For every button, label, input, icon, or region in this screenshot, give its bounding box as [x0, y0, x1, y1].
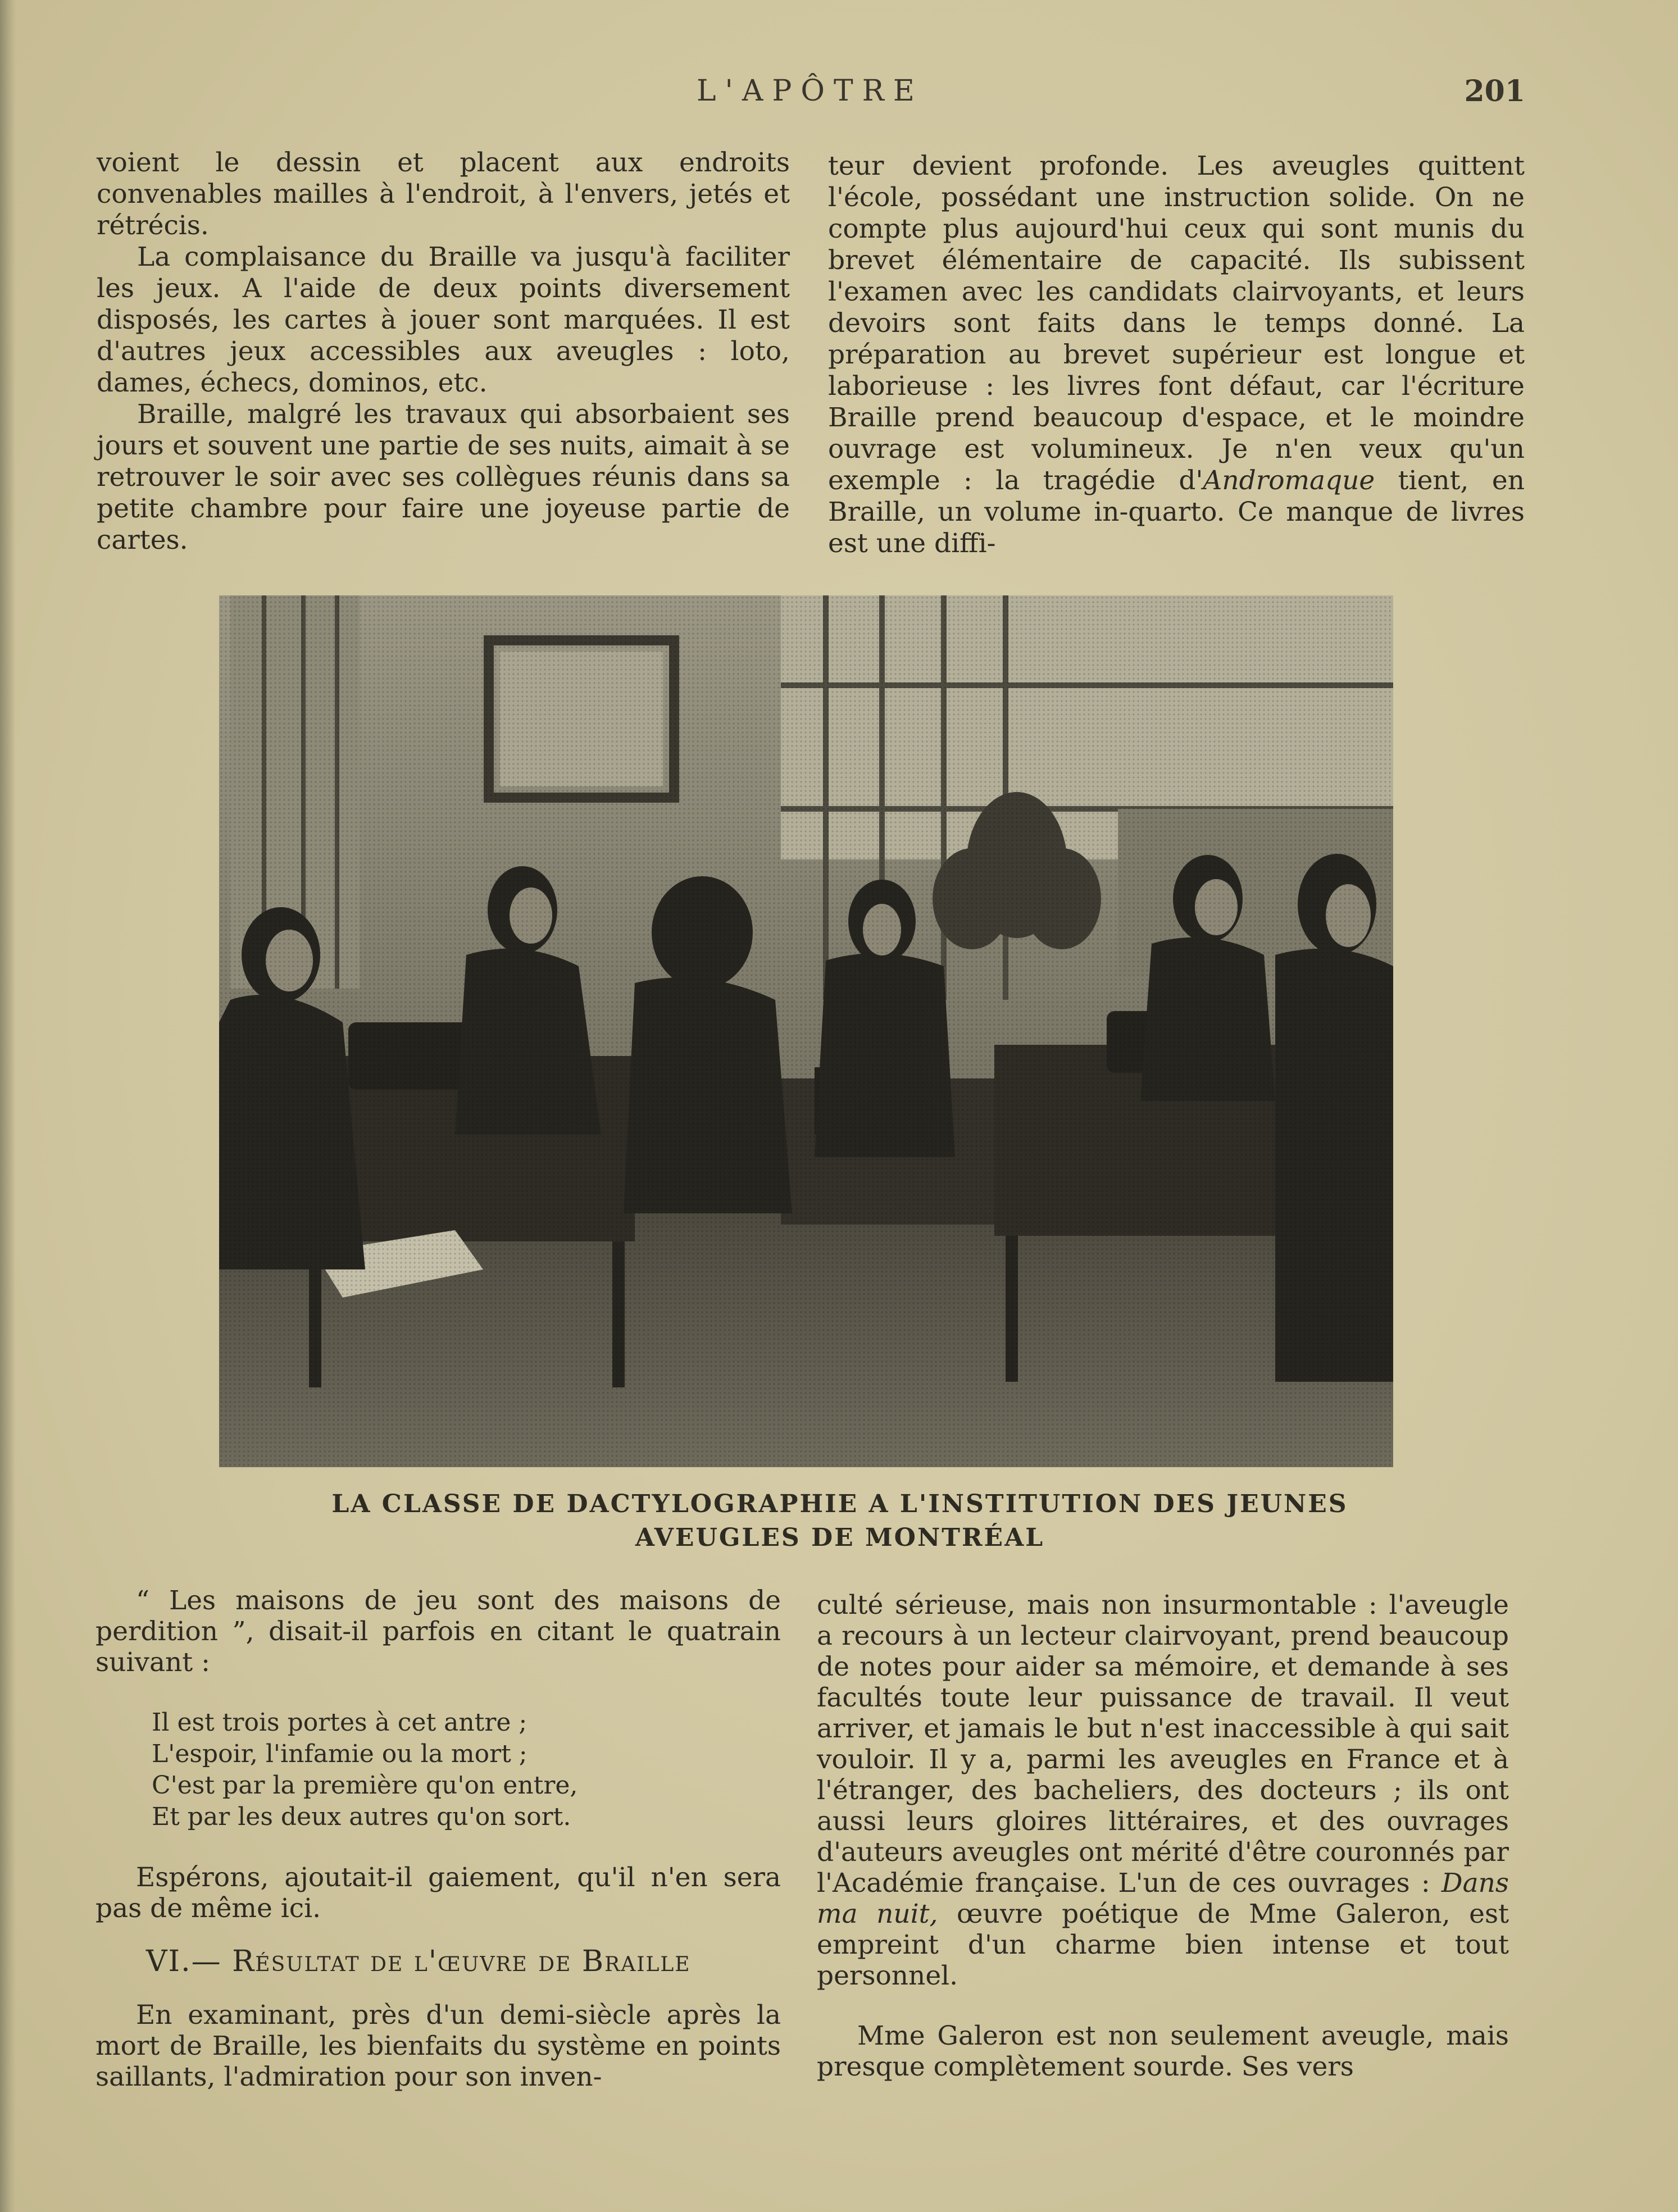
quatrain — [152, 1707, 781, 1833]
section-title: Résultat de l'œuvre de Braille — [232, 1945, 691, 1978]
section-number: VI.— — [146, 1945, 222, 1978]
poem-line: Il est trois portes à cet antre ; — [152, 1708, 527, 1737]
classroom-photograph — [219, 595, 1393, 1467]
top-left-column — [97, 147, 790, 556]
section-heading — [146, 1946, 781, 1977]
page-binding-edge — [0, 0, 16, 2212]
paragraph-text: œuvre poétique de Mme Galeron, est empreint d'un charme bien intense et tout personnel. — [817, 1899, 1509, 1991]
paragraph: voient le dessin et placent aux endroits convenables mailles à l'endroit, à l'envers, jetés et rétrécis. — [97, 147, 790, 241]
poem-line: C'est par la première qu'on entre, — [152, 1771, 578, 1800]
photo-caption — [219, 1487, 1461, 1555]
page-number: 201 — [1464, 74, 1525, 108]
bottom-left-column — [96, 1585, 781, 2092]
paragraph: En examinant, près d'un demi-siècle après la mort de Braille, les bienfaits du système en points saillants, l'admiration pour son inven- — [96, 2000, 781, 2092]
poem-line: L'espoir, l'infamie ou la mort ; — [152, 1740, 527, 1768]
paragraph-gap — [817, 1991, 1509, 2020]
paragraph: “ Les maisons de jeu sont des maisons de perdition ”, disait-il parfois en citant le quatrain suivant : — [96, 1585, 781, 1678]
caption-line: LA CLASSE DE DACTYLOGRAPHIE A L'INSTITUTION DES JEUNES — [331, 1490, 1348, 1518]
paragraph-text: teur devient profonde. Les aveugles quittent l'école, possédant une instruction solide. On ne compte plus aujourd'hui ceux qui sont munis du brevet élémentaire de capacité. Ils subissent l'examen avec les candidats clairvoyants, et leurs devoirs sont faits dans le temps donné. La préparation au brevet supérieur est longue et laborieuse : les livres font défaut, car l'écriture Braille prend beaucoup d'espace, et le moindre ouvrage est volumineux. Je n'en veux qu'un exemple : la tragédie d' — [828, 151, 1525, 496]
paragraph: Braille, malgré les travaux qui absorbaient ses jours et souvent une partie de ses nuits, aimait à se retrouver le soir avec ses collègues réunis dans sa petite chambre pour faire une joyeuse partie de cartes. — [97, 399, 790, 556]
poem-line: Et par les deux autres qu'on sort. — [152, 1803, 571, 1831]
bottom-right-column — [817, 1590, 1509, 2082]
paragraph-text: tient, en Braille, un volume in-quarto. Ce manque de livres est une diffi- — [828, 465, 1525, 559]
running-title: L'APÔTRE — [697, 74, 924, 108]
paragraph: La complaisance du Braille va jusqu'à faciliter les jeux. A l'aide de deux points diversement disposés, les cartes à jouer sont marquées. Il est d'autres jeux accessibles aux aveugles : loto, dames, échecs, dominos, etc. — [97, 242, 790, 398]
caption-line: AVEUGLES DE MONTRÉAL — [635, 1523, 1045, 1552]
paragraph-text: culté sérieuse, mais non insurmontable : l'aveugle a recours à un lecteur clairvoyant, prend beaucoup de notes pour aider sa mémoire, et demande à ses facultés toute leur puissance de travail. Il veut arriver, et jamais le but n'est inaccessible à qui sait vouloir. Il y a, parmi les aveugles en France et à l'étranger, des bacheliers, des docteurs ; ils ont aussi leurs gloires littéraires, et des ouvrages d'auteurs aveugles ont mérité d'être couronnés par l'Académie française. L'un de ces ouvrages : — [817, 1590, 1509, 1899]
book-title: Dans ma nuit, — [817, 1868, 1509, 1929]
paragraph — [817, 1590, 1509, 1991]
book-title: Andromaque — [1203, 465, 1375, 496]
paragraph: Mme Galeron est non seulement aveugle, mais presque complètement sourde. Ses vers — [817, 2020, 1509, 2082]
classroom-photo-illustration — [219, 595, 1393, 1467]
top-right-column — [828, 151, 1525, 559]
paragraph — [828, 151, 1525, 559]
paragraph: Espérons, ajoutait-il gaiement, qu'il n'en sera pas de même ici. — [96, 1862, 781, 1924]
page-header — [0, 74, 1678, 119]
